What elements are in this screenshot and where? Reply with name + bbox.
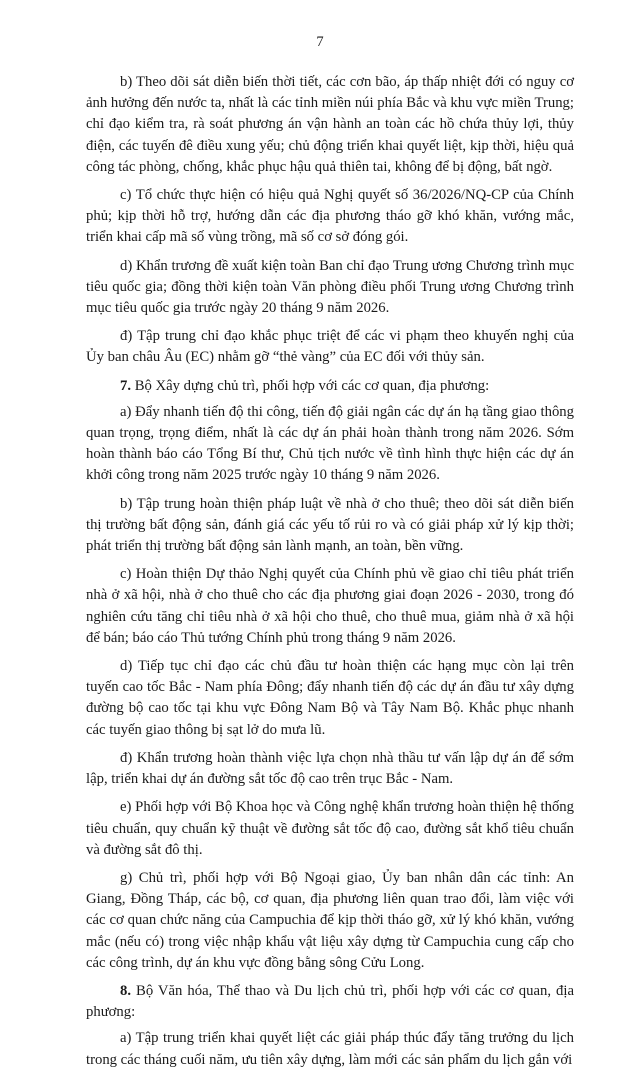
page-number: 7: [316, 34, 324, 50]
paragraph-text: b) Tập trung hoàn thiện pháp luật về nhà ở cho thuê; theo dõi sát diễn biến thị trường bất động sản, đánh giá các yếu tố rủi ro và có giải pháp xử lý kịp thời; phát triển thị trường bất động sản lành mạnh, an toàn, bền vững.: [86, 495, 574, 555]
paragraph-text: b) Theo dõi sát diễn biến thời tiết, các cơn bão, áp thấp nhiệt đới có nguy cơ ảnh hưởng đến nước ta, nhất là các tỉnh miền núi phía Bắc và khu vực miền Trung; chỉ đạo kiểm tra, rà soát phương án vận hành an toàn các hồ chứa thủy lợi, thủy điện, các tuyến đê điều xung yếu; chủ động triển khai quyết liệt, kịp thời, hiệu quả công tác phòng, chống, khắc phục hậu quả thiên tai, không để bị động, bất ngờ.: [86, 74, 574, 175]
section-heading-text: Bộ Xây dựng chủ trì, phối hợp với các cơ quan, địa phương:: [131, 377, 490, 394]
section-number: 7.: [120, 377, 132, 394]
paragraph-text: đ) Tập trung chỉ đạo khắc phục triệt để các vi phạm theo khuyến nghị của Ủy ban châu Âu (EC) nhằm gỡ “thẻ vàng” của EC đối với thủy sản.: [86, 328, 574, 366]
section-number: 8.: [120, 982, 132, 999]
paragraph-dd-high-speed-rail: [86, 748, 574, 790]
paragraph-g-cambodia: [86, 868, 574, 974]
paragraph-text: c) Hoàn thiện Dự thảo Nghị quyết của Chính phủ về giao chỉ tiêu phát triển nhà ở xã hội, nhà ở cho thuê cho các địa phương giai đoạn 2026 - 2030, trong đó nghiên cứu tăng chỉ tiêu nhà ở xã hội cho thuê, cho thuê mua, giảm nhà ở xã hội để bán; báo cáo Thủ tướng Chính phủ trong tháng 9 năm 2026.: [86, 566, 574, 646]
paragraph-c-social-housing: [86, 564, 574, 649]
paragraph-a-infrastructure: [86, 402, 574, 487]
paragraph-text: đ) Khẩn trương hoàn thành việc lựa chọn nhà thầu tư vấn lập dự án để sớm lập, triển khai dự án đường sắt tốc độ cao trên trục Bắc - Nam.: [86, 749, 574, 788]
paragraph-text: e) Phối hợp với Bộ Khoa học và Công nghệ khẩn trương hoàn thiện hệ thống tiêu chuẩn, quy chuẩn kỹ thuật về đường sắt tốc độ cao, đường sắt khổ tiêu chuẩn và đường sắt đô thị.: [86, 799, 574, 858]
paragraph-c-resolution: [86, 185, 574, 249]
paragraph-d-steering-committee: [86, 256, 574, 320]
paragraph-d-expressway: [86, 656, 574, 741]
section-7-heading: [86, 376, 574, 397]
paragraph-text: d) Tiếp tục chỉ đạo các chủ đầu tư hoàn thiện các hạng mục còn lại trên tuyến cao tốc Bắc - Nam phía Đông; đẩy nhanh tiến độ các dự án đầu tư xây dựng đường bộ cao tốc tại khu vực Đông Nam Bộ và Tây Nam Bộ. Khắc phục nhanh các tuyến giao thông bị sạt lở do mưa lũ.: [86, 658, 574, 738]
section-8-heading: [86, 981, 574, 1023]
document-body: [86, 72, 574, 1078]
paragraph-text: a) Đẩy nhanh tiến độ thi công, tiến độ giải ngân các dự án hạ tầng giao thông quan trọng, trọng điểm, nhất là các dự án phải hoàn thành trong năm 2026. Sớm hoàn thành báo cáo Tổng Bí thư, Chủ tịch nước về tình hình thực hiện các dự án khởi công trong năm 2025 trước ngày 10 tháng 9 năm 2026.: [86, 403, 574, 484]
paragraph-a-tourism: [86, 1028, 574, 1070]
paragraph-dd-yellow-card: [86, 326, 574, 368]
paragraph-text: g) Chủ trì, phối hợp với Bộ Ngoại giao, Ủy ban nhân dân các tỉnh: An Giang, Đồng Tháp, các bộ, cơ quan, địa phương liên quan trao đổi, làm việc với các cơ quan chức năng của Campuchia để kịp thời tháo gỡ, xử lý khó khăn, vướng mắc (nếu có) trong việc nhập khẩu vật liệu xây dựng từ Campuchia cung cấp cho các công trình, dự án khu vực đồng bằng sông Cửu Long.: [86, 869, 574, 971]
paragraph-e-standards: [86, 797, 574, 861]
paragraph-b-weather: [86, 72, 574, 178]
paragraph-text: a) Tập trung triển khai quyết liệt các giải pháp thúc đẩy tăng trưởng du lịch trong các tháng cuối năm, ưu tiên xây dựng, làm mới các sản phẩm du lịch gắn với: [86, 1030, 574, 1068]
section-heading-text: Bộ Văn hóa, Thể thao và Du lịch chủ trì, phối hợp với các cơ quan, địa phương:: [86, 982, 574, 1021]
paragraph-text: d) Khẩn trương đề xuất kiện toàn Ban chỉ đạo Trung ương Chương trình mục tiêu quốc gia; đồng thời kiện toàn Văn phòng điều phối Trung ương Chương trình mục tiêu quốc gia trước ngày 20 tháng 9 năm 2026.: [86, 257, 574, 317]
paragraph-b-rental-housing: [86, 494, 574, 558]
paragraph-text: c) Tổ chức thực hiện có hiệu quả Nghị quyết số 36/2026/NQ-CP của Chính phủ; kịp thời hỗ trợ, hướng dẫn các địa phương tháo gỡ khó khăn, vướng mắc, triển khai cấp mã số vùng trồng, mã số cơ sở đóng gói.: [86, 187, 574, 246]
